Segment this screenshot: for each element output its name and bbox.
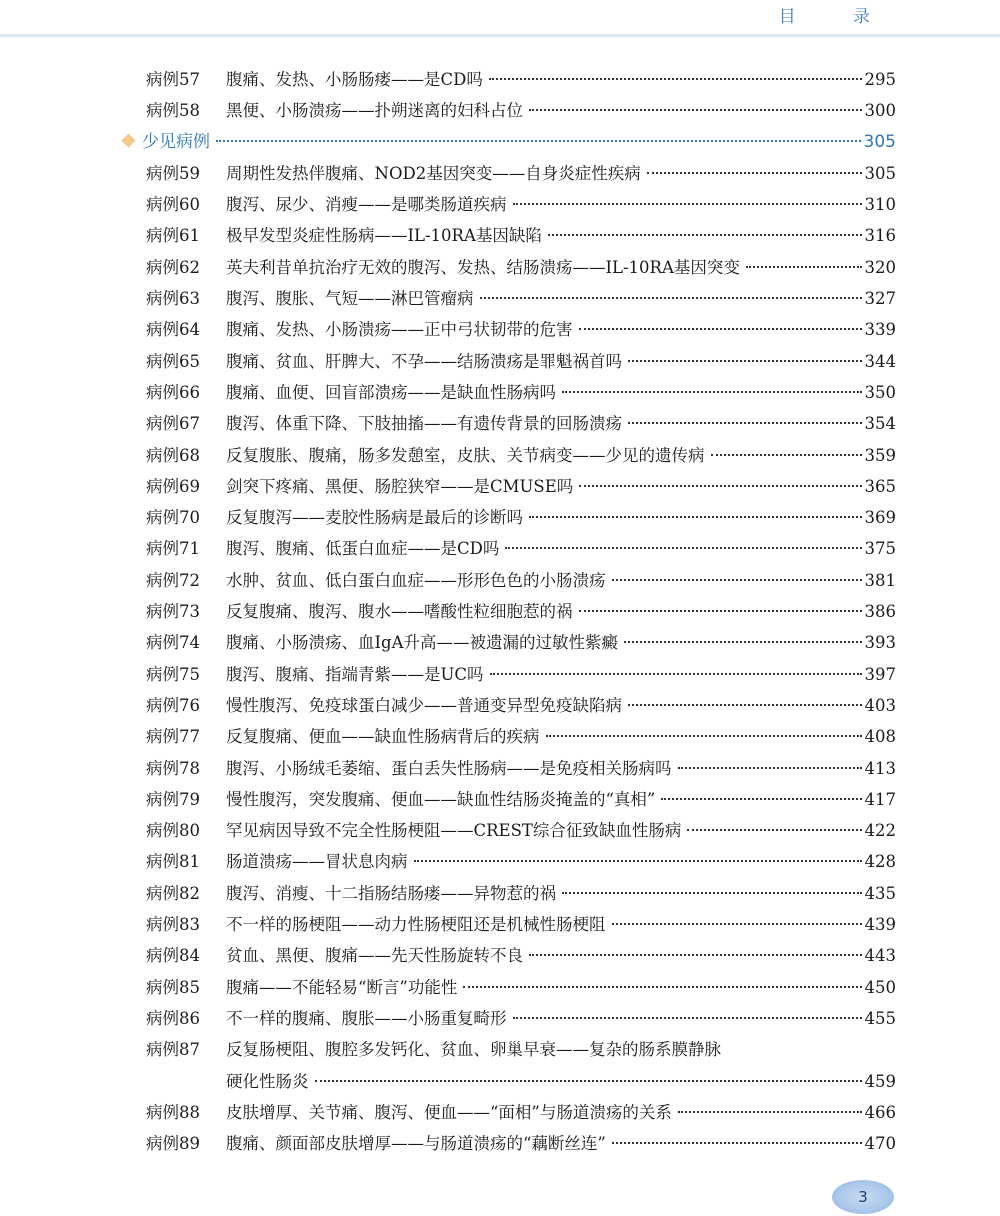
page-number: 3 [858,1188,868,1206]
dot-leader [628,359,862,362]
entry-title: 反复腹泻——麦胶性肠病是最后的诊断吗 [226,508,523,528]
section-title: 少见病例 [142,131,210,152]
page-ref: 305 [864,163,896,183]
dot-leader [513,1016,862,1019]
toc-entry[interactable] [146,846,896,877]
case-number: 病例60 [146,195,200,215]
dot-leader [414,859,862,862]
entry-title: 腹痛、发热、小肠溃疡——正中弓状韧带的危害 [226,320,573,340]
page-ref: 443 [864,946,896,966]
toc-entry[interactable] [146,1128,896,1159]
dot-leader [562,891,862,894]
toc-entry[interactable] [146,1097,896,1128]
dot-leader [678,1110,862,1113]
entry-title: 腹痛、颜面部皮肤增厚——与肠道溃疡的“藕断丝连” [226,1134,606,1154]
entry-title: 慢性腹泻、免疫球蛋白减少——普通变异型免疫缺陷病 [226,695,622,715]
toc-entry[interactable] [146,721,896,752]
page-ref: 393 [864,633,896,653]
page-ref: 300 [864,101,896,121]
entry-title: 皮肤增厚、关节痛、腹泻、便血——“面相”与肠道溃疡的关系 [226,1102,672,1122]
toc-entry[interactable] [146,878,896,909]
dot-leader [647,171,862,174]
case-number: 病例63 [146,289,200,309]
entry-title: 腹痛、发热、小肠肠瘘——是CD吗 [226,70,483,89]
entry-title: 腹泻、体重下降、下肢抽搐——有遗传背景的回肠溃疡 [226,414,622,434]
case-number: 病例59 [146,163,200,183]
entry-title: 肠道溃疡——冒状息肉病 [226,852,408,872]
toc-entry[interactable] [146,784,896,815]
dot-leader [678,766,862,769]
entry-title: 英夫利昔单抗治疗无效的腹泻、发热、结肠溃疡——IL-10RA基因突变 [226,257,740,277]
case-number: 病例79 [146,789,200,809]
case-number: 病例65 [146,351,200,371]
page-ref: 413 [864,758,896,778]
case-number: 病例81 [146,852,200,872]
dot-leader [490,672,862,675]
toc-entry[interactable] [146,690,896,721]
toc-entry[interactable] [146,940,896,971]
case-number: 病例76 [146,695,200,715]
header-title: 目 录 [778,7,896,27]
toc-entry[interactable] [146,753,896,784]
toc-entry[interactable] [146,471,896,502]
table-of-contents [142,64,896,1159]
entry-title-continued: 硬化性肠炎 [226,1071,309,1091]
case-number: 病例78 [146,758,200,778]
dot-leader [612,1141,862,1144]
dot-leader [746,265,862,268]
page-ref: 422 [864,821,896,841]
entry-title: 周期性发热伴腹痛、NOD2基因突变——自身炎症性疾病 [226,163,641,183]
case-number: 病例73 [146,602,200,622]
entry-title: 反复腹胀、腹痛，肠多发憩室，皮肤、关节病变——少见的遗传病 [226,445,705,465]
case-number: 病例85 [146,977,200,997]
dot-leader [513,202,862,205]
toc-entry[interactable] [146,314,896,345]
case-number: 病例67 [146,414,200,434]
running-header [0,0,1000,37]
dot-leader [579,484,861,487]
page-ref: 439 [864,915,896,935]
page-ref: 354 [864,414,896,434]
case-number: 病例80 [146,821,200,841]
page-ref: 435 [864,883,896,903]
dot-leader [628,703,862,706]
case-number: 病例87 [146,1040,200,1060]
page-ref: 320 [864,257,896,277]
dot-leader [529,108,862,111]
page-ref: 344 [864,351,896,371]
entry-title: 剑突下疼痛、黑便、肠腔狭窄——是CMUSE吗 [226,476,574,496]
case-number: 病例61 [146,226,200,246]
toc-entry[interactable] [146,252,896,283]
case-number: 病例82 [146,883,200,903]
entry-title: 腹泻、消瘦、十二指肠结肠瘘——异物惹的祸 [226,883,556,903]
toc-entry[interactable] [146,533,896,564]
dot-leader [529,953,862,956]
toc-entry[interactable] [146,972,896,1003]
entry-title: 腹痛——不能轻易“断言”功能性 [226,977,458,997]
dot-leader [562,390,862,393]
page-ref: 381 [864,570,896,590]
toc-entry[interactable] [146,158,896,189]
toc-entry[interactable] [146,377,896,408]
page-ref: 397 [864,664,896,684]
page-number-badge [832,1180,894,1214]
page-ref: 369 [864,508,896,528]
entry-title: 腹泻、尿少、消瘦——是哪类肠道疾病 [226,195,507,215]
page-ref: 350 [864,382,896,402]
dot-leader [216,139,861,142]
page-ref: 316 [864,226,896,246]
case-number: 病例89 [146,1134,200,1154]
case-number: 病例68 [146,445,200,465]
page-ref: 359 [864,445,896,465]
dot-leader [624,640,862,643]
toc-entry[interactable] [146,659,896,690]
toc-entry[interactable] [146,408,896,439]
page-ref: 386 [864,602,896,622]
dot-leader [505,546,861,549]
toc-entries [146,158,896,1034]
case-number: 病例83 [146,915,200,935]
case-number: 病例72 [146,570,200,590]
page-ref: 455 [864,1008,896,1028]
toc-entry[interactable] [146,1034,896,1065]
page-ref: 470 [864,1134,896,1154]
page-ref: 417 [864,789,896,809]
dot-leader [711,453,862,456]
entry-title: 贫血、黑便、腹痛——先天性肠旋转不良 [226,946,523,966]
dot-leader [579,609,862,612]
entry-title: 极早发型炎症性肠病——IL-10RA基因缺陷 [226,226,542,246]
dot-leader [612,578,862,581]
entry-title: 反复腹痛、便血——缺血性肠病背后的疾病 [226,727,540,747]
case-number: 病例62 [146,257,200,277]
case-number: 病例69 [146,476,200,496]
page-ref: 295 [864,70,896,89]
page-ref: 365 [864,476,896,496]
dot-leader [628,421,862,424]
diamond-bullet-icon [121,133,135,147]
entry-title: 腹泻、腹胀、气短——淋巴管瘤病 [226,289,474,309]
case-number: 病例88 [146,1102,200,1122]
entry-title: 腹泻、小肠绒毛萎缩、蛋白丢失性肠病——是免疫相关肠病吗 [226,758,672,778]
toc-entry[interactable] [146,220,896,251]
case-number: 病例77 [146,727,200,747]
case-number: 病例74 [146,633,200,653]
dot-leader [315,1079,862,1082]
toc-entry-continuation[interactable] [146,1066,896,1097]
case-number: 病例57 [146,70,200,89]
entry-title: 反复腹痛、腹泻、腹水——嗜酸性粒细胞惹的祸 [226,602,573,622]
toc-entry[interactable] [146,815,896,846]
toc-entry[interactable] [146,909,896,940]
case-number: 病例71 [146,539,200,559]
section-heading[interactable] [122,127,896,158]
dot-leader [529,515,862,518]
case-number: 病例64 [146,320,200,340]
case-number: 病例75 [146,664,200,684]
entry-title: 慢性腹泻，突发腹痛、便血——缺血性结肠炎掩盖的“真相” [226,789,656,809]
toc-entry[interactable] [146,346,896,377]
entry-title: 罕见病因导致不完全性肠梗阻——CREST综合征致缺血性肠病 [226,821,682,841]
case-number: 病例84 [146,946,200,966]
dot-leader [548,233,862,236]
dot-leader [463,985,861,988]
entry-title: 腹泻、腹痛、指端青紫——是UC吗 [226,664,484,684]
page-ref: 459 [864,1071,896,1091]
toc-entry[interactable] [146,189,896,220]
dot-leader [661,797,861,800]
page-ref: 428 [864,852,896,872]
entry-title: 反复肠梗阻、腹腔多发钙化、贫血、卵巢早衰——复杂的肠系膜静脉 [226,1040,721,1060]
page-ref: 327 [864,289,896,309]
page-ref: 408 [864,727,896,747]
case-number: 病例86 [146,1008,200,1028]
toc-entry[interactable] [146,64,896,95]
dot-leader [546,734,862,737]
dot-leader [687,828,861,831]
toc-entry[interactable] [146,1003,896,1034]
entry-title: 腹痛、小肠溃疡、血IgA升高——被遗漏的过敏性紫癜 [226,633,618,653]
case-number: 病例58 [146,101,200,121]
dot-leader [489,77,862,80]
page-ref: 403 [864,695,896,715]
page-ref: 450 [864,977,896,997]
case-number: 病例70 [146,508,200,528]
toc-entry[interactable] [146,565,896,596]
dot-leader [579,327,862,330]
entry-title: 腹泻、腹痛、低蛋白血症——是CD吗 [226,539,500,559]
page-ref: 375 [864,539,896,559]
page-ref: 339 [864,320,896,340]
dot-leader [480,296,862,299]
toc-entry[interactable] [146,627,896,658]
entry-title: 黑便、小肠溃疡——扑朔迷离的妇科占位 [226,101,523,121]
entry-title: 不一样的肠梗阻——动力性肠梗阻还是机械性肠梗阻 [226,915,606,935]
toc-entry[interactable] [146,440,896,471]
page-ref: 310 [864,195,896,215]
toc-entry[interactable] [146,283,896,314]
entry-title: 水肿、贫血、低白蛋白血症——形形色色的小肠溃疡 [226,570,606,590]
toc-entry[interactable] [146,596,896,627]
entry-title: 腹痛、贫血、肝脾大、不孕——结肠溃疡是罪魁祸首吗 [226,351,622,371]
page-ref: 466 [864,1102,896,1122]
toc-entry[interactable] [146,502,896,533]
toc-entry[interactable] [146,95,896,126]
entry-title: 腹痛、血便、回盲部溃疡——是缺血性肠病吗 [226,382,556,402]
section-page-ref: 305 [863,131,896,152]
case-number: 病例66 [146,382,200,402]
entry-title: 不一样的腹痛、腹胀——小肠重复畸形 [226,1008,507,1028]
dot-leader [612,922,862,925]
